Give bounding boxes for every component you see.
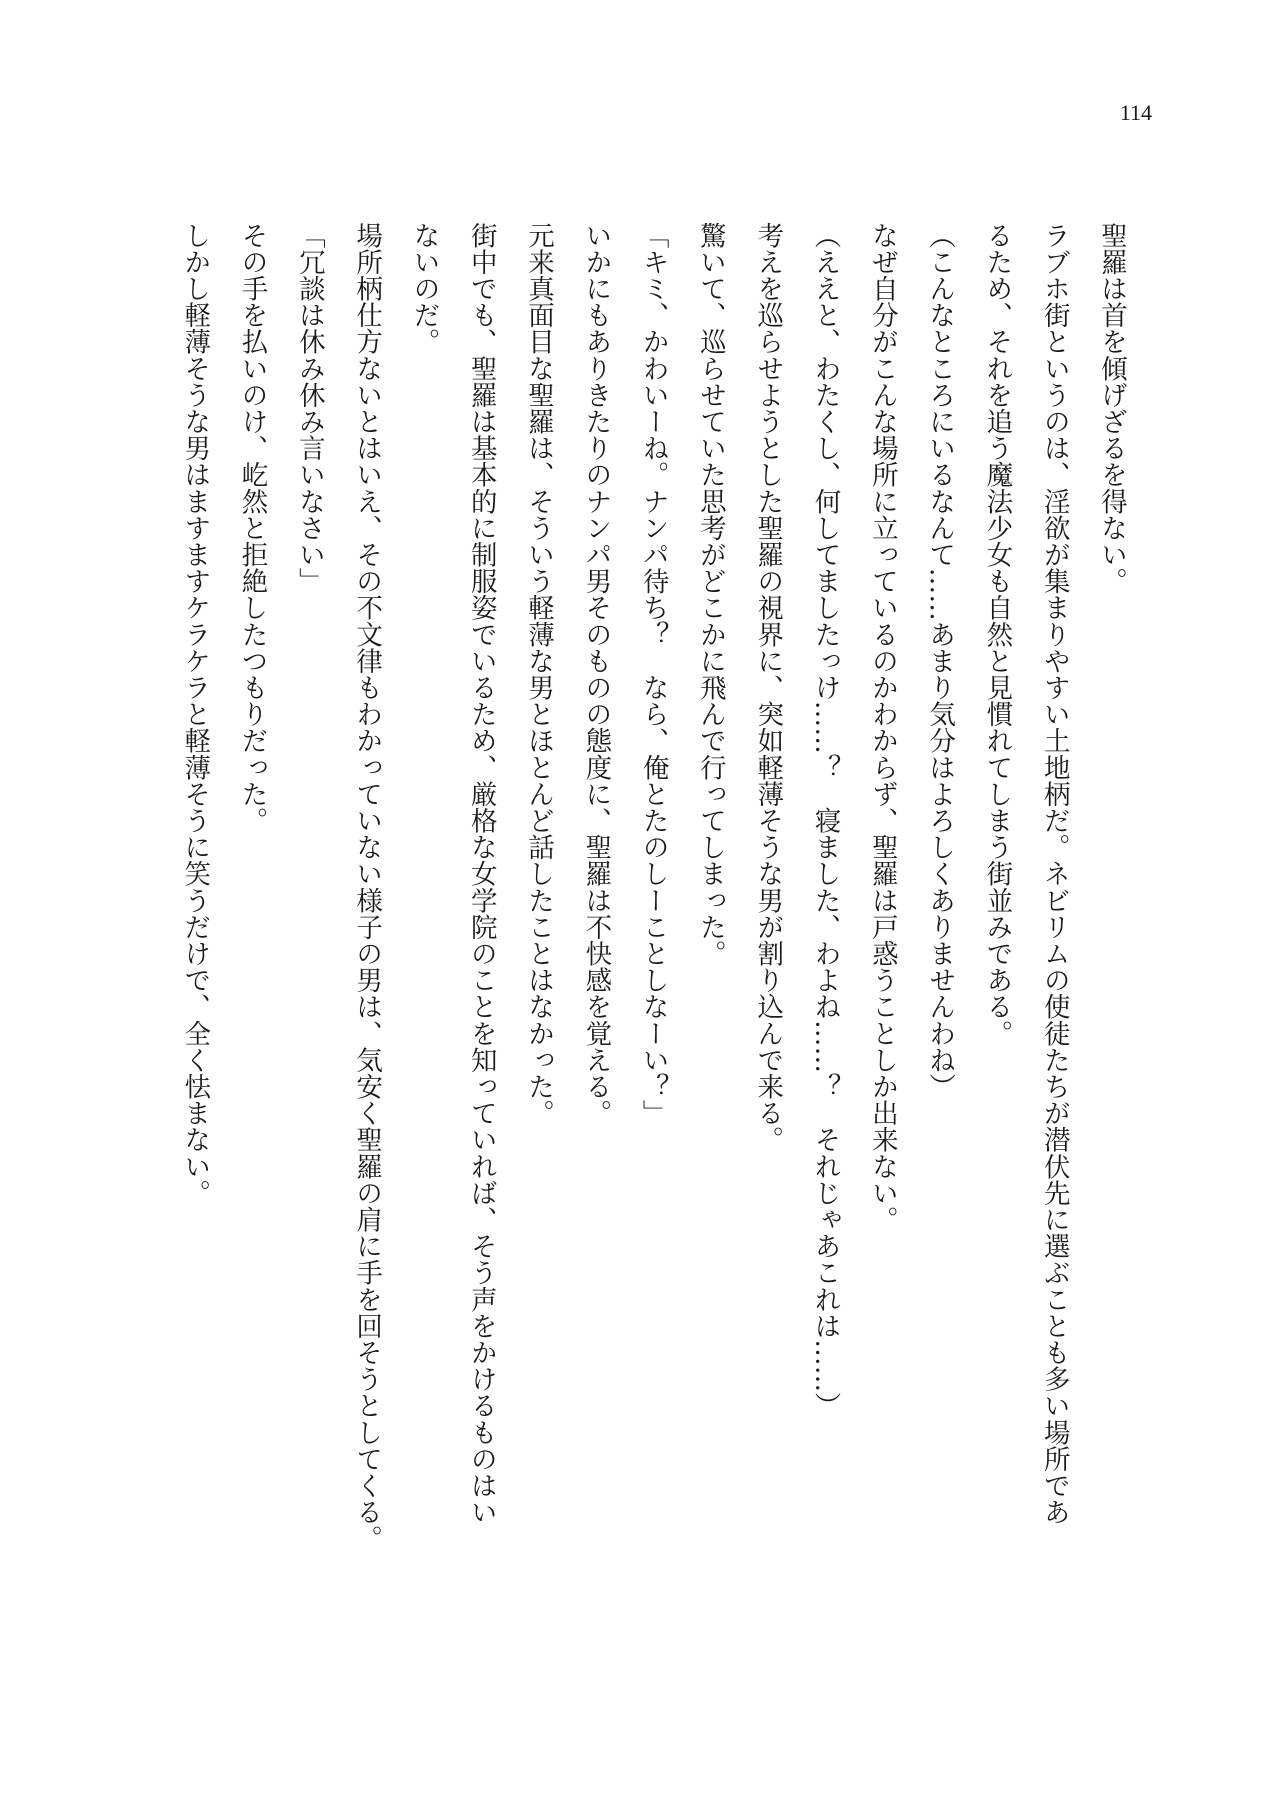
- text-line: 聖羅は首を傾げざるを得ない。: [1096, 222, 1127, 595]
- text-line: なぜ自分がこんな場所に立っているのかわからず、聖羅は戸惑うことしか出来ない。: [866, 222, 898, 1233]
- text-line: ラブホ街というのは、淫欲が集まりやすい土地柄だ。ネビリムの使徒たちが潜伏先に選ぶことも多い場所であ: [1038, 222, 1070, 1526]
- text-line: 「冗談は休み休み言いなさい」: [293, 222, 325, 595]
- text-line: ないのだ。: [408, 222, 440, 355]
- page-number: 114: [1119, 100, 1152, 125]
- text-line: 「キミ、かわいーね。ナンパ待ち？ なら、俺とたのしーことしなーい？」: [637, 222, 669, 1127]
- text-line: 場所柄仕方ないとはいえ、その不文律もわかっていない様子の男は、気安く聖羅の肩に手を回そうとしてくる。: [351, 222, 383, 1552]
- text-line: 考えを巡らせようとした聖羅の視界に、突如軽薄そうな男が割り込んで来る。: [752, 222, 784, 1153]
- text-line: （こんなところにいるなんて……あまり気分はよろしくありませんわね）: [924, 222, 956, 1100]
- text-line: （ええと、わたくし、何してましたっけ……？ 寝ました、わよね……？ それじゃあこれは……）: [809, 222, 841, 1419]
- text-line: しかし軽薄そうな男はますますケラケラと軽薄そうに笑うだけで、全く怯まない。: [179, 222, 211, 1207]
- vertical-body-text: [166, 222, 1140, 1552]
- text-line: その手を払いのけ、屹然と拒絶したつもりだった。: [236, 222, 268, 834]
- text-line: いかにもありきたりのナンパ男そのものの態度に、聖羅は不快感を覚える。: [580, 222, 612, 1127]
- text-line: 元来真面目な聖羅は、そういう軽薄な男とほとんど話したことはなかった。: [523, 222, 555, 1127]
- text-line: 驚いて、巡らせていた思考がどこかに飛んで行ってしまった。: [694, 222, 726, 967]
- text-line: 街中でも、聖羅は基本的に制服姿でいるため、厳格な女学院のことを知っていれば、そう声をかけるものはい: [465, 222, 497, 1526]
- text-line: るため、それを追う魔法少女も自然と見慣れてしまう街並みである。: [981, 222, 1013, 1047]
